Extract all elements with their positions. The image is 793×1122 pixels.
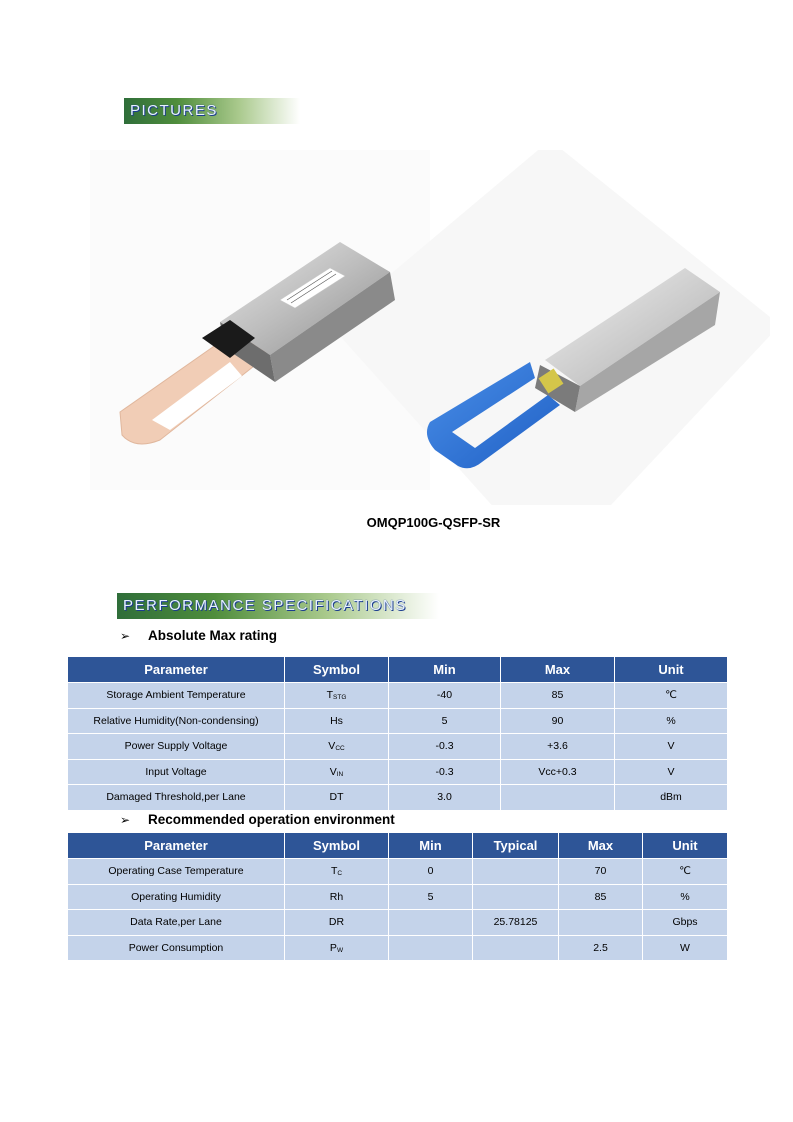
max-cell: 70	[559, 859, 643, 885]
typical-cell	[473, 884, 559, 910]
absolute-max-heading-text: Absolute Max rating	[148, 628, 278, 643]
min-cell: -0.3	[389, 734, 501, 760]
min-cell: -40	[389, 683, 501, 709]
table-row	[68, 859, 728, 885]
symbol-cell	[285, 708, 389, 734]
product-model-name: OMQP100G-QSFP-SR	[366, 515, 501, 530]
symbol-subscript: IN	[336, 770, 344, 778]
symbol-cell	[285, 935, 389, 961]
min-cell	[389, 910, 473, 936]
column-header: Max	[559, 833, 643, 859]
typical-cell	[473, 859, 559, 885]
unit-cell: ℃	[643, 859, 728, 885]
min-cell: 0	[389, 859, 473, 885]
column-header: Unit	[615, 657, 728, 683]
symbol-subscript: W	[336, 946, 344, 954]
min-cell: 5	[389, 708, 501, 734]
max-cell: 90	[501, 708, 615, 734]
symbol-main: Rh	[329, 890, 344, 903]
parameter-cell: Input Voltage	[68, 759, 285, 785]
parameter-cell: Power Supply Voltage	[68, 734, 285, 760]
min-cell	[389, 935, 473, 961]
max-cell: 2.5	[559, 935, 643, 961]
max-cell: 85	[501, 683, 615, 709]
bullet-arrow-icon: ➢	[120, 629, 131, 643]
symbol-subscript: STG	[333, 694, 347, 702]
table-row	[68, 759, 728, 785]
column-header: Unit	[643, 833, 728, 859]
parameter-cell: Relative Humidity(Non-condensing)	[68, 708, 285, 734]
bullet-arrow-icon: ➢	[120, 813, 131, 827]
symbol-main: V	[329, 765, 337, 778]
parameter-cell: Data Rate,per Lane	[68, 910, 285, 936]
symbol-main: T	[326, 689, 334, 702]
unit-cell: ℃	[615, 683, 728, 709]
unit-cell: V	[615, 734, 728, 760]
column-header: Parameter	[68, 833, 285, 859]
parameter-cell: Operating Humidity	[68, 884, 285, 910]
unit-cell: %	[643, 884, 728, 910]
max-cell	[559, 910, 643, 936]
recommended-heading-text: Recommended operation environment	[148, 812, 395, 827]
column-header: Typical	[473, 833, 559, 859]
parameter-cell: Operating Case Temperature	[68, 859, 285, 885]
max-cell	[501, 785, 615, 811]
symbol-subscript: C	[337, 870, 343, 878]
symbol-cell	[285, 910, 389, 936]
table-row	[68, 708, 728, 734]
unit-cell: W	[643, 935, 728, 961]
symbol-main: P	[329, 941, 337, 954]
absolute-max-heading	[120, 628, 277, 643]
table-row	[68, 910, 728, 936]
min-cell: 3.0	[389, 785, 501, 811]
product-photos-illustration	[90, 150, 770, 505]
symbol-main: Hs	[330, 714, 343, 727]
symbol-cell	[285, 785, 389, 811]
max-cell: 85	[559, 884, 643, 910]
column-header: Min	[389, 833, 473, 859]
symbol-cell	[285, 759, 389, 785]
symbol-cell	[285, 734, 389, 760]
section-title-performance: PERFORMANCE SPECIFICATIONS	[117, 593, 439, 619]
product-caption	[0, 515, 793, 530]
table-header-row	[68, 833, 728, 859]
column-header: Symbol	[285, 657, 389, 683]
symbol-cell	[285, 884, 389, 910]
symbol-cell	[285, 683, 389, 709]
symbol-subscript: CC	[335, 745, 345, 753]
parameter-cell: Power Consumption	[68, 935, 285, 961]
unit-cell: %	[615, 708, 728, 734]
min-cell: 5	[389, 884, 473, 910]
unit-cell: Gbps	[643, 910, 728, 936]
unit-cell: V	[615, 759, 728, 785]
table-row	[68, 734, 728, 760]
column-header: Min	[389, 657, 501, 683]
parameter-cell: Storage Ambient Temperature	[68, 683, 285, 709]
max-cell: +3.6	[501, 734, 615, 760]
column-header: Max	[501, 657, 615, 683]
recommended-heading	[120, 812, 395, 827]
max-cell: Vcc+0.3	[501, 759, 615, 785]
symbol-main: T	[330, 865, 338, 878]
recommended-table	[67, 832, 728, 961]
symbol-main: V	[328, 740, 336, 753]
symbol-cell	[285, 859, 389, 885]
section-title-pictures: PICTURES	[124, 98, 300, 124]
table-row	[68, 785, 728, 811]
column-header: Symbol	[285, 833, 389, 859]
typical-cell	[473, 935, 559, 961]
min-cell: -0.3	[389, 759, 501, 785]
symbol-main: DR	[328, 916, 345, 929]
symbol-main: DT	[329, 791, 344, 804]
table-row	[68, 683, 728, 709]
parameter-cell: Damaged Threshold,per Lane	[68, 785, 285, 811]
absolute-max-table	[67, 656, 728, 811]
table-row	[68, 935, 728, 961]
table-row	[68, 884, 728, 910]
table-header-row	[68, 657, 728, 683]
unit-cell: dBm	[615, 785, 728, 811]
typical-cell: 25.78125	[473, 910, 559, 936]
column-header: Parameter	[68, 657, 285, 683]
product-pictures	[90, 150, 770, 505]
